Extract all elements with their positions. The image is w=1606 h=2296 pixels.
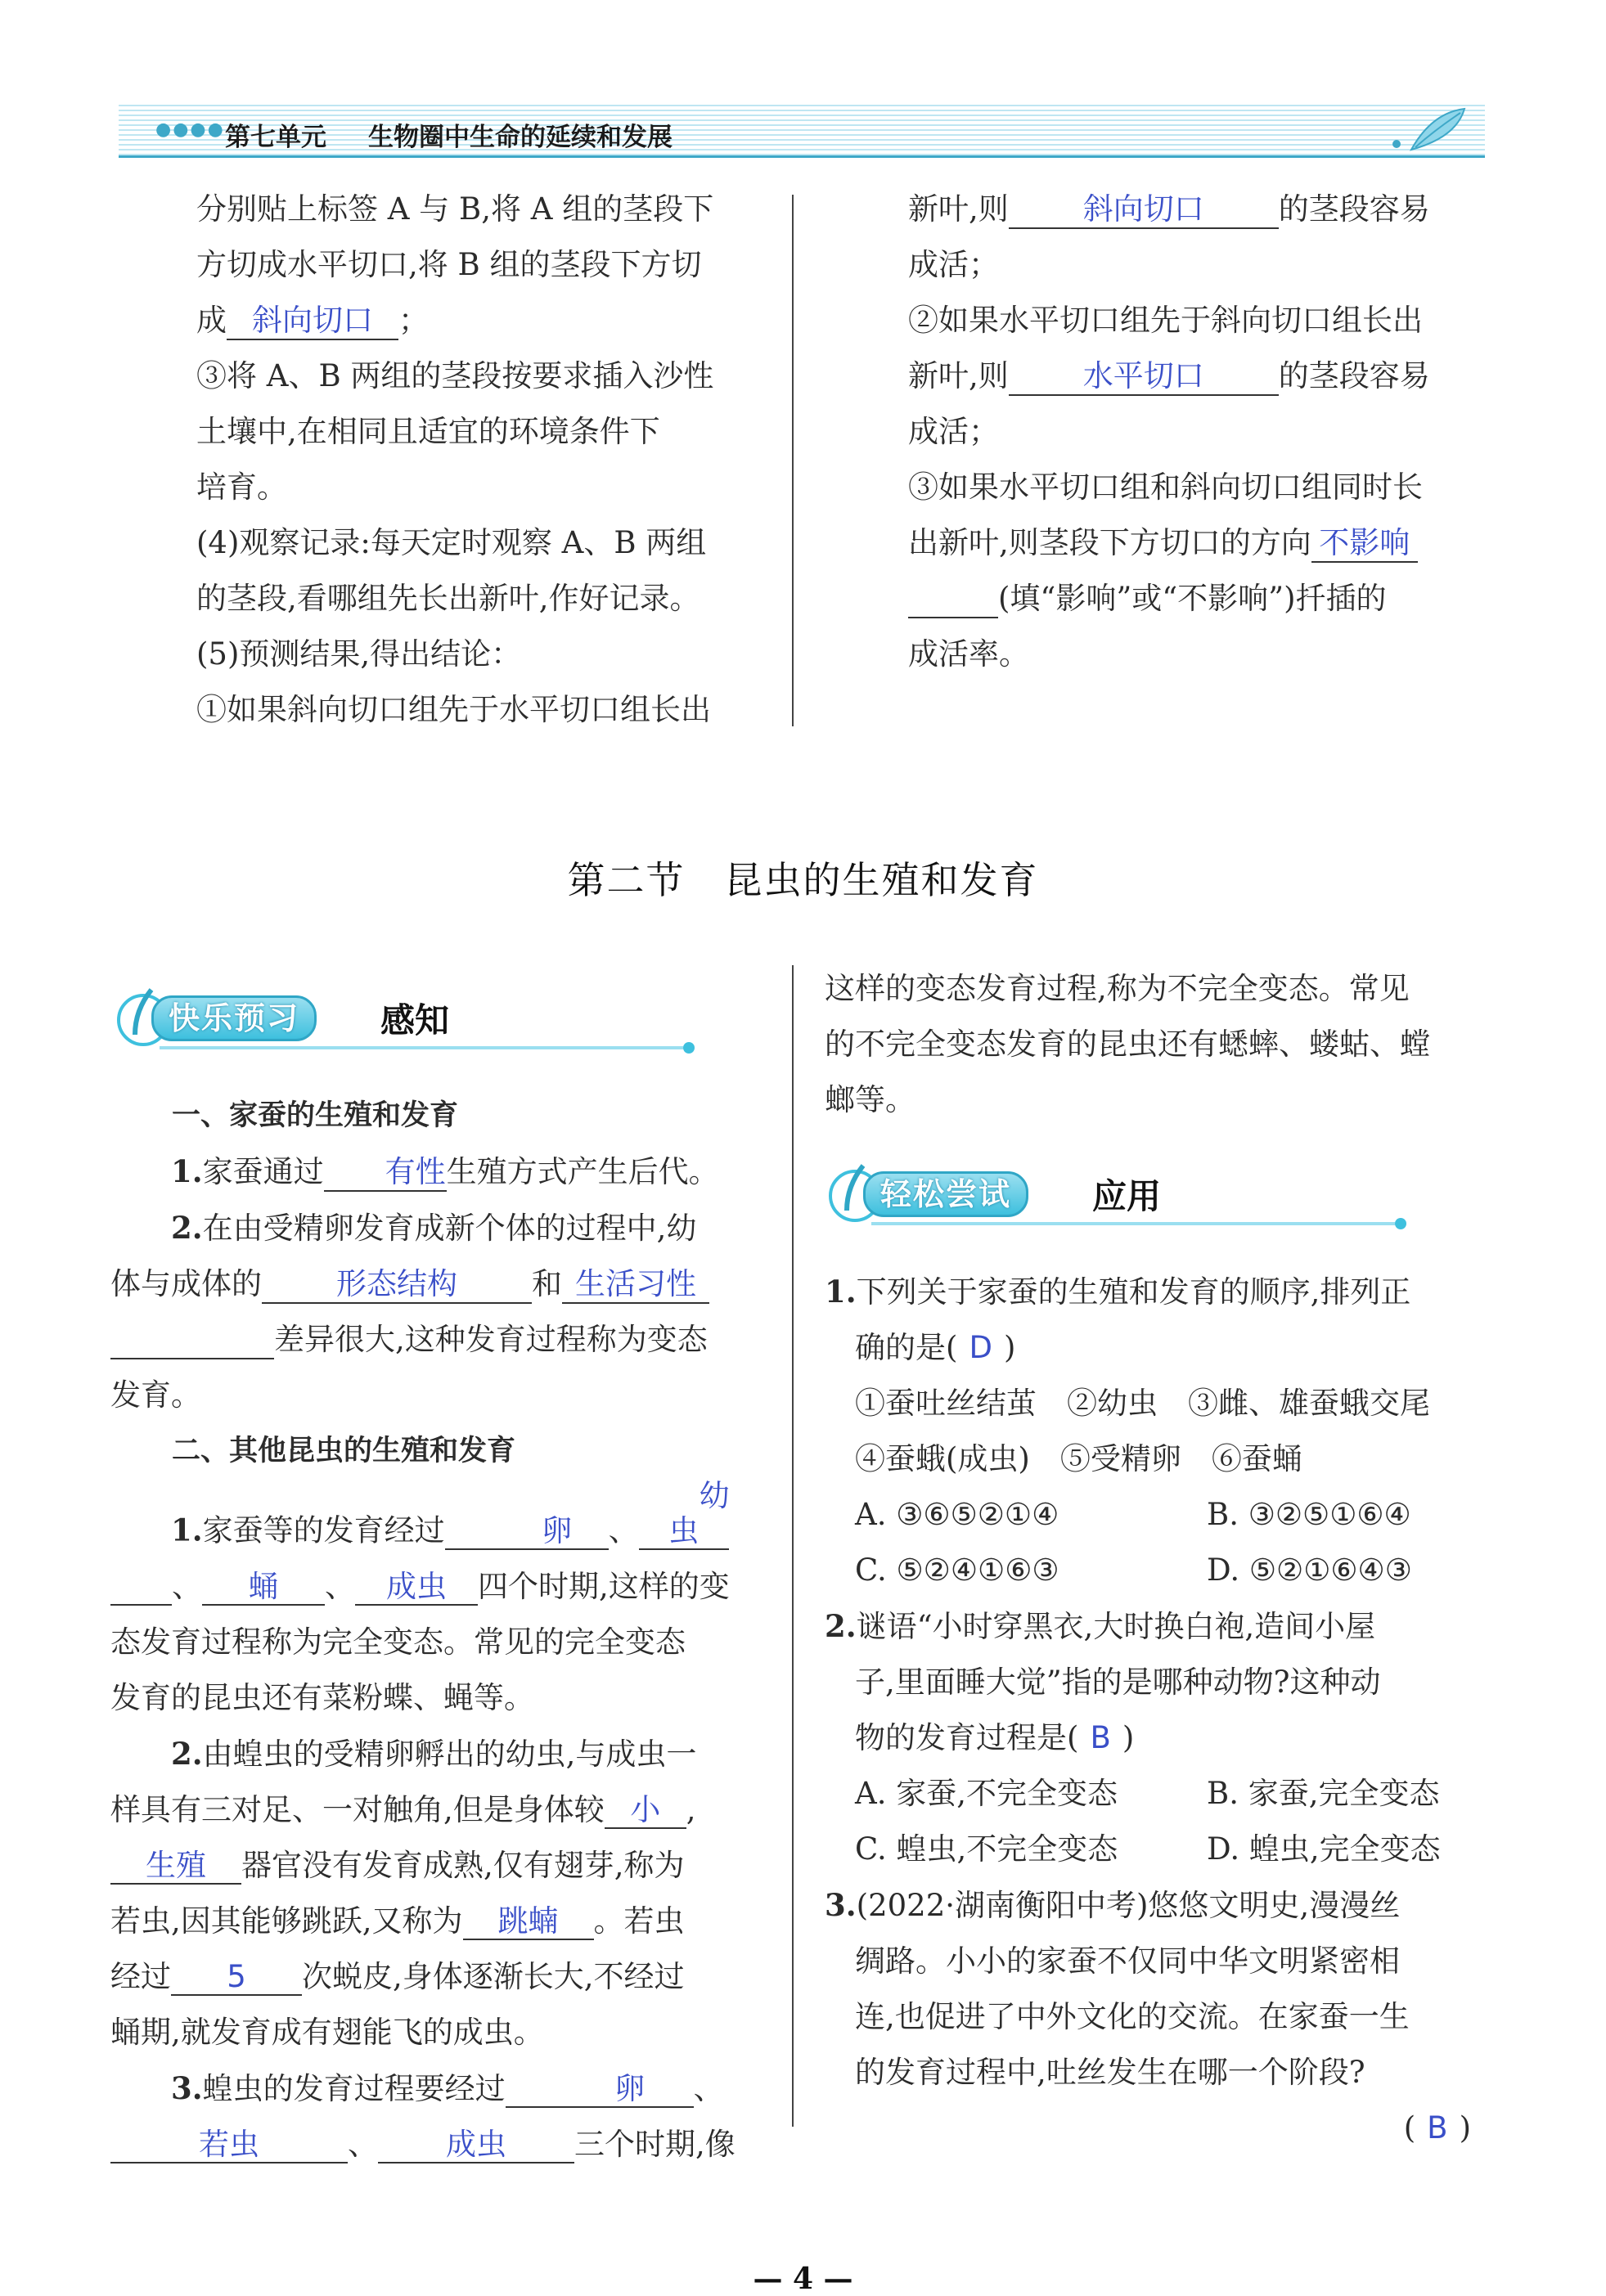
text-line: 的茎段,看哪组先长出新叶,作好记录。 bbox=[196, 581, 700, 616]
banner-pill bbox=[863, 1171, 1028, 1217]
text-line: 的发育过程中,吐丝发生在哪一个阶段? bbox=[855, 2055, 1365, 2090]
option-d: D. 蝗虫,完全变态 bbox=[1207, 1831, 1441, 1867]
preview-column bbox=[110, 1088, 761, 2172]
answer-blank: 跳蝻 bbox=[463, 1904, 594, 1941]
text-fragment: 下列关于家蚕的生殖和发育的顺序,排列正 bbox=[856, 1274, 1411, 1310]
text-fragment: 、 bbox=[693, 2070, 724, 2106]
question-number: 3. bbox=[825, 1887, 857, 1923]
text-fragment: 生殖方式产生后代。 bbox=[446, 1154, 719, 1189]
text-fragment: 、 bbox=[172, 1568, 202, 1604]
text-fragment: 经过 bbox=[110, 1958, 171, 1994]
text-line bbox=[110, 1312, 761, 1368]
text-line: ②如果水平切口组先于斜向切口组长出 bbox=[908, 303, 1423, 338]
option-c: C. 蝗虫,不完全变态 bbox=[855, 1831, 1118, 1867]
text-fragment: 样具有三对足、一对触角,但是身体较 bbox=[110, 1791, 605, 1827]
option-a: A. 家蚕,不完全变态 bbox=[855, 1776, 1118, 1811]
text-line: ③如果水平切口组和斜向切口组同时长 bbox=[908, 470, 1423, 505]
column-divider bbox=[792, 965, 794, 2127]
text-line: 蛹期,就发育成有翅能飞的成虫。 bbox=[110, 2014, 544, 2050]
text-line: 螂等。 bbox=[825, 1082, 915, 1117]
unit-title: 生物圈中生命的延续和发展 bbox=[368, 123, 673, 152]
text-fragment: 、 bbox=[325, 1568, 355, 1604]
text-line: 连,也促进了中外文化的交流。在家蚕一生 bbox=[855, 1999, 1410, 2034]
text-line bbox=[110, 1559, 761, 1615]
blank-line bbox=[908, 582, 998, 618]
text-fragment: 若虫,因其能够跳跃,又称为 bbox=[110, 1903, 463, 1939]
apply-question-2 bbox=[825, 1598, 1479, 1655]
text-fragment: 、 bbox=[348, 2126, 378, 2162]
page-header bbox=[119, 105, 1485, 162]
apply-question-1 bbox=[825, 1264, 1479, 1320]
banner-preview bbox=[110, 986, 700, 1051]
text-fragment: , bbox=[686, 1791, 696, 1827]
option-c: C. ⑤②④①⑥③ bbox=[855, 1552, 1059, 1588]
option-row bbox=[825, 1487, 1479, 1543]
option-items: ①蚕吐丝结茧 ②幼虫 ③雌、雄蚕蛾交尾 bbox=[855, 1386, 1430, 1421]
apply-question-3 bbox=[825, 1877, 1479, 1934]
option-row bbox=[825, 1766, 1479, 1822]
question-number: 2. bbox=[171, 1210, 203, 1246]
text-line: 培育。 bbox=[196, 470, 287, 505]
text-fragment: 三个时期,像 bbox=[574, 2126, 736, 2162]
text-line: 绸路。小小的家蚕不仅同中华文明紧密相 bbox=[855, 1943, 1400, 1979]
unit-label: 第七单元 bbox=[225, 123, 326, 152]
question-2 bbox=[110, 1200, 761, 1256]
answer-blank: 蛹 bbox=[202, 1570, 325, 1606]
question-1 bbox=[110, 1144, 761, 1200]
section-title: 第二节 昆虫的生殖和发育 bbox=[567, 858, 1039, 902]
answer-choice: D bbox=[969, 1330, 992, 1365]
text-fragment: 出新叶,则茎段下方切口的方向 bbox=[908, 525, 1311, 560]
answer-blank: 5 bbox=[171, 1960, 302, 1997]
banner-line bbox=[871, 1222, 1395, 1225]
answer-blank: 若虫 bbox=[110, 2128, 348, 2164]
subheading: 二、其他昆虫的生殖和发育 bbox=[172, 1435, 516, 1467]
text-line bbox=[825, 1320, 1479, 1376]
text-fragment: 的茎段容易 bbox=[1278, 358, 1430, 393]
text-fragment: 差异很大,这种发育过程称为变态 bbox=[274, 1322, 708, 1357]
column-divider bbox=[792, 195, 794, 726]
text-line: 分别贴上标签 A 与 B,将 A 组的茎段下 bbox=[196, 191, 714, 227]
banner-apply bbox=[822, 1161, 1411, 1227]
question-number: 2. bbox=[171, 1735, 203, 1772]
application-column bbox=[825, 961, 1479, 1128]
answer-blank: 卵 bbox=[506, 2072, 694, 2109]
text-line bbox=[110, 1782, 761, 1838]
answer-choice: B bbox=[1090, 1720, 1111, 1755]
text-fragment: (2022·湖南衡阳中考)悠悠文明史,漫漫丝 bbox=[856, 1888, 1401, 1923]
question-number: 3. bbox=[171, 2069, 203, 2106]
leaf-icon bbox=[1387, 105, 1477, 154]
text-line bbox=[908, 515, 1481, 571]
answer-blank: 小 bbox=[605, 1793, 686, 1830]
banner-pill-text: 轻松尝试 bbox=[880, 1176, 1012, 1212]
text-line: 发育。 bbox=[110, 1377, 201, 1413]
answer-blank: 成虫 bbox=[378, 2128, 574, 2164]
answer-blank: 生殖 bbox=[110, 1849, 241, 1885]
answer-blank: 生活习性 bbox=[562, 1267, 709, 1304]
text-line bbox=[110, 1894, 761, 1949]
option-row bbox=[825, 1822, 1479, 1877]
text-fragment: 和 bbox=[532, 1266, 562, 1301]
text-line bbox=[825, 1710, 1479, 1766]
text-line: 的不完全变态发育的昆虫还有蟋蟀、蝼蛄、螳 bbox=[825, 1027, 1430, 1062]
answer-blank: 有性 bbox=[324, 1155, 447, 1192]
text-fragment: ( bbox=[1403, 2110, 1416, 2145]
banner-knob bbox=[683, 1042, 695, 1054]
text-fragment: (填“影响”或“不影响”)扦插的 bbox=[998, 581, 1387, 616]
text-fragment: 谜语“小时穿黑衣,大时换白袍,造间小屋 bbox=[856, 1609, 1376, 1644]
text-line bbox=[908, 348, 1481, 404]
text-line: ①如果斜向切口组先于水平切口组长出 bbox=[196, 692, 711, 727]
text-line: 这样的变态发育过程,称为不完全变态。常见 bbox=[825, 971, 1410, 1006]
question-number: 2. bbox=[825, 1608, 857, 1644]
option-a: A. ③⑥⑤②①④ bbox=[855, 1497, 1059, 1532]
blank-line bbox=[110, 1570, 172, 1606]
option-row bbox=[825, 1543, 1479, 1598]
text-line: 子,里面睡大觉”指的是哪种动物?这种动 bbox=[855, 1665, 1381, 1700]
page-number: — 4 — bbox=[753, 2262, 853, 2296]
option-b: B. 家蚕,完全变态 bbox=[1207, 1776, 1440, 1811]
option-items: ④蚕蛾(成虫) ⑤受精卵 ⑥蚕蛹 bbox=[855, 1441, 1302, 1476]
apply-questions bbox=[825, 1264, 1479, 2156]
text-line bbox=[196, 293, 765, 348]
answer-blank: 斜向切口 bbox=[227, 303, 398, 340]
option-b: B. ③②⑤①⑥④ bbox=[1207, 1497, 1411, 1532]
text-fragment: 次蜕皮,身体逐渐长大,不经过 bbox=[302, 1958, 685, 1994]
text-line: 态发育过程称为完全变态。常见的完全变态 bbox=[110, 1624, 686, 1660]
text-fragment: 物的发育过程是( bbox=[855, 1720, 1079, 1755]
text-fragment: 家蚕通过 bbox=[202, 1154, 324, 1189]
text-fragment: ) bbox=[1003, 1330, 1016, 1365]
text-line: 发育的昆虫还有菜粉蝶、蝇等。 bbox=[110, 1679, 534, 1715]
text-line: (4)观察记录:每天定时观察 A、B 两组 bbox=[196, 525, 707, 560]
text-fragment: 家蚕等的发育经过 bbox=[202, 1512, 445, 1548]
answer-blank: 卵 bbox=[445, 1514, 609, 1551]
answer-blank: 不影响 bbox=[1311, 526, 1418, 563]
text-fragment: 体与成体的 bbox=[110, 1266, 262, 1301]
answer-blank: 水平切口 bbox=[1009, 359, 1279, 396]
text-line: 成活； bbox=[908, 247, 999, 282]
text-fragment: 在由受精卵发育成新个体的过程中,幼 bbox=[202, 1211, 697, 1246]
text-line: 方切成水平切口,将 B 组的茎段下方切 bbox=[196, 247, 702, 282]
option-d: D. ⑤②①⑥④③ bbox=[1207, 1552, 1412, 1588]
top-right-column bbox=[908, 182, 1481, 682]
header-rule bbox=[119, 155, 1485, 158]
answer-blank: 成虫 bbox=[355, 1570, 478, 1606]
banner-knob bbox=[1395, 1218, 1406, 1229]
text-line: ③将 A、B 两组的茎段按要求插入沙性 bbox=[196, 358, 714, 393]
banner-word: 应用 bbox=[1092, 1176, 1162, 1216]
answer-blank: 形态结构 bbox=[262, 1267, 532, 1304]
text-fragment: 新叶,则 bbox=[908, 358, 1009, 393]
text-line bbox=[110, 1838, 761, 1894]
text-fragment: ) bbox=[1122, 1720, 1135, 1755]
text-fragment: 由蝗虫的受精卵孵出的幼虫,与成虫一 bbox=[202, 1736, 697, 1772]
text-line bbox=[110, 1949, 761, 2005]
top-left-column bbox=[196, 182, 765, 738]
text-line: 成活； bbox=[908, 414, 999, 449]
text-fragment: 确的是( bbox=[855, 1330, 958, 1365]
text-line bbox=[908, 182, 1481, 237]
text-fragment: 的茎段容易 bbox=[1278, 191, 1430, 227]
question-number: 1. bbox=[825, 1274, 857, 1310]
text-fragment: 蝗虫的发育过程要经过 bbox=[202, 2070, 506, 2106]
answer-line bbox=[825, 2101, 1479, 2156]
answer-blank: 斜向切口 bbox=[1009, 192, 1279, 229]
text-fragment: ； bbox=[398, 303, 429, 338]
text-fragment: 四个时期,这样的变 bbox=[478, 1568, 730, 1604]
banner-line bbox=[160, 1046, 683, 1049]
text-line bbox=[110, 1256, 761, 1312]
question-number: 1. bbox=[171, 1153, 203, 1189]
text-line: (5)预测结果,得出结论： bbox=[196, 636, 522, 672]
blank-line bbox=[110, 1323, 274, 1359]
question-1 bbox=[110, 1479, 761, 1559]
answer-blank: 幼虫 bbox=[639, 1479, 729, 1550]
question-3 bbox=[110, 2060, 761, 2117]
text-fragment: 、 bbox=[608, 1512, 639, 1548]
banner-pill-text: 快乐预习 bbox=[169, 1000, 300, 1036]
header-dots: ●●●● bbox=[155, 119, 225, 140]
subheading: 一、家蚕的生殖和发育 bbox=[172, 1099, 459, 1132]
banner-word: 感知 bbox=[380, 1000, 450, 1040]
text-line: 成活率。 bbox=[908, 636, 1029, 672]
question-2 bbox=[110, 1726, 761, 1782]
text-fragment: ) bbox=[1459, 2110, 1471, 2145]
text-line bbox=[908, 571, 1481, 627]
text-fragment: 。若虫 bbox=[593, 1903, 685, 1939]
banner-pill bbox=[151, 995, 317, 1041]
text-line bbox=[110, 2117, 761, 2172]
question-number: 1. bbox=[171, 1512, 203, 1548]
answer-choice: B bbox=[1427, 2110, 1448, 2145]
text-line: 土壤中,在相同且适宜的环境条件下 bbox=[196, 414, 660, 449]
text-fragment: 器官没有发育成熟,仅有翅芽,称为 bbox=[241, 1847, 685, 1883]
text-fragment: 新叶,则 bbox=[908, 191, 1009, 227]
text-fragment: 成 bbox=[196, 303, 227, 338]
